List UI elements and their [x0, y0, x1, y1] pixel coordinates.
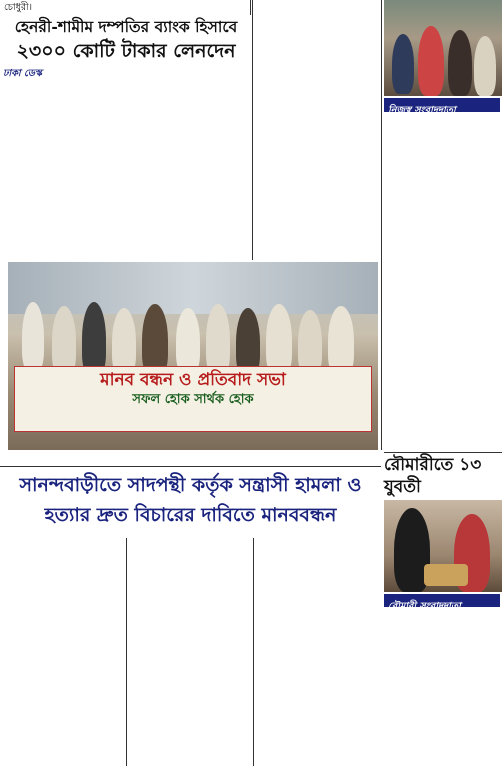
lead-headline: [0, 16, 252, 64]
second-headline-line1: সানন্দবাড়ীতে সাদপন্থী কর্তৃক সন্ত্রাসী হামলা ও: [19, 474, 362, 496]
top-right-photo: [384, 0, 502, 96]
right-story-dateline: নিজস্ব সংবাদদাতা: [388, 105, 456, 116]
top-snippet-line: চোধুরী।: [4, 2, 33, 13]
section-rule: [0, 466, 381, 467]
column-rule: [381, 0, 382, 450]
lead-dateline: ঢাকা ডেস্ক: [3, 68, 42, 79]
column-rule: [126, 538, 127, 766]
column-rule: [252, 0, 253, 260]
section-rule: [384, 452, 502, 453]
protest-banner: [14, 366, 372, 432]
column-rule: [253, 538, 254, 766]
main-photo: [8, 262, 378, 450]
lead-col-1: [3, 68, 125, 81]
banner-subtitle: সফল হোক সার্থক হোক: [132, 392, 254, 407]
lead-headline-line1: হেনরী-শামীম দম্পতির ব্যাংক হিসাবে: [14, 17, 238, 36]
second-headline-line2: হত্যার দ্রুত বিচারের দাবিতে মানববন্ধন: [44, 504, 337, 526]
top-snippet: [4, 2, 120, 15]
lead-headline-line2: ২৩০০ কোটি টাকার লেনদেন: [16, 40, 236, 62]
right-story-dateline-box: [384, 98, 500, 116]
right-story2-dateline-box: [384, 594, 500, 612]
column-rule: [250, 0, 251, 15]
right-story2-headline: রৌমারীতে ১৩ যুবতী: [384, 455, 482, 497]
right-story2-dateline: রৌমারী সংবাদদাতা: [388, 601, 461, 612]
second-headline: [0, 470, 381, 530]
banner-title: মানব বন্ধন ও প্রতিবাদ সভা: [100, 370, 286, 390]
right-story2-photo: [384, 500, 502, 592]
